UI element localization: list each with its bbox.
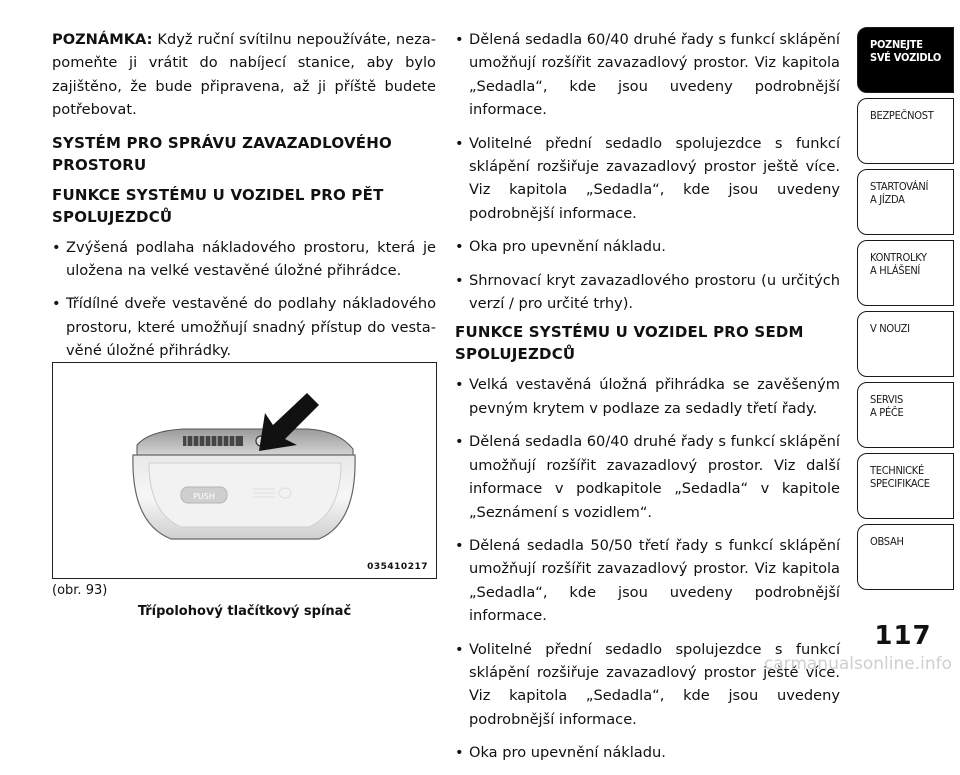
- bullet-icon: •: [52, 295, 61, 313]
- bullet-list-five-passenger: [52, 236, 436, 363]
- figure-push-button-switch: [52, 362, 437, 579]
- bullet-icon: •: [455, 271, 464, 289]
- push-button-illustration: [53, 363, 435, 577]
- bullet-list-seven-passenger: [455, 373, 840, 764]
- section-heading-cargo-management: SYSTÉM PRO SPRÁVU ZAVAZADLOVÉHO PROSTORU: [52, 133, 392, 174]
- bullet-icon: •: [455, 744, 464, 762]
- list-item: • Dělená sedadla 50/50 třetí řady s funkcí sklápění umožňují rozšířit zavazadlový prostor. Viz kapitola „Sedadla“, kde jsou uvedeny podrobnější informace.: [455, 534, 840, 628]
- tab-servis-a-pece[interactable]: SERVIS A PÉČE: [857, 382, 954, 448]
- bullet-icon: •: [455, 376, 464, 394]
- tab-v-nouzi[interactable]: V NOUZI: [857, 311, 954, 377]
- note-paragraph: [52, 28, 436, 122]
- chapter-tabs: [857, 27, 954, 595]
- bullet-icon: •: [455, 640, 464, 658]
- list-item: • Zvýšená podlaha nákladového prostoru, která je uložena na velké vestavěné úložné přihrádce.: [52, 236, 436, 283]
- tab-kontrolky-a-hlaseni[interactable]: KONTROLKY A HLÁŠENÍ: [857, 240, 954, 306]
- figure-caption: Třípolohový tlačítkový spínač: [137, 604, 352, 619]
- list-item: • Oka pro upevnění nákladu.: [455, 741, 840, 764]
- bullet-icon: •: [455, 433, 464, 451]
- ribbed-slider: [183, 436, 243, 446]
- list-item: • Volitelné přední sedadlo spolujezdce s funkcí sklápění rozšiřuje zavazadlový prostor ještě více. Viz kapitola „Sedadla“, kde jsou uvedeny podrobnější informace.: [455, 132, 840, 226]
- note-label: POZNÁMKA:: [52, 31, 153, 48]
- bullet-icon: •: [455, 134, 464, 152]
- page-number: 117: [874, 621, 932, 651]
- tab-technicke-specifikace[interactable]: TECHNICKÉ SPECIFIKACE: [857, 453, 954, 519]
- bullet-icon: •: [455, 31, 464, 48]
- tab-startovani-a-jizda[interactable]: STARTOVÁNÍ A JÍZDA: [857, 169, 954, 235]
- list-item: • Shrnovací kryt zavazadlového prostoru (u určitých verzí / pro určité trhy).: [455, 269, 840, 316]
- bullet-icon: •: [455, 536, 464, 554]
- push-label: PUSH: [193, 492, 215, 501]
- bullet-list-five-passenger-cont: [455, 28, 840, 315]
- list-item: • Dělená sedadla 60/40 druhé řady s funkcí sklápění umožňují rozšířit zavazadlový prostor. Viz kapitola „Sedadla“, kde jsou uvedeny podrobnější informace.: [455, 28, 840, 122]
- tab-poznejte-sve-vozidlo[interactable]: POZNEJTE SVÉ VOZIDLO: [857, 27, 954, 93]
- figure-number: (obr. 93): [52, 583, 108, 598]
- bullet-icon: •: [455, 238, 464, 256]
- note-text: Když ruční svítilnu nepoužíváte, nezapomeňte ji vrátit do nabíjecí stanice, aby bylo zajištěno, že bude připravena, až ji příště budete potřebovat.: [52, 31, 436, 119]
- list-item: • Volitelné přední sedadlo spolujezdce s funkcí sklápění rozšiřuje zavazadlový prostor ještě více. Viz kapitola „Sedadla“, kde jsou uvedeny podrobnější informace.: [455, 638, 840, 732]
- bullet-icon: •: [52, 238, 61, 256]
- watermark: carmanualsonline.info: [763, 654, 952, 674]
- left-column: [52, 28, 436, 373]
- tab-bezpecnost[interactable]: BEZPEČNOST: [857, 98, 954, 164]
- list-item: • Dělená sedadla 60/40 druhé řady s funkcí sklápění umožňují rozšířit zavazadlový prostor. Viz další informace v podkapitole „Sedadla“ v kapitole „Seznámení s vozidlem“.: [455, 430, 840, 524]
- section-heading-five-passenger: FUNKCE SYSTÉMU U VOZIDEL PRO PĚT SPOLUJEZDCŮ: [52, 185, 384, 226]
- list-item: • Velká vestavěná úložná přihrádka se zavěšeným pevným krytem v podlaze za sedadly třetí řady.: [455, 373, 840, 420]
- list-item: • Třídílné dveře vestavěné do podlahy nákladového prostoru, které umožňují snadný přístup do vestavěné úložné přihrádky.: [52, 292, 436, 362]
- list-item: • Oka pro upevnění nákladu.: [455, 235, 840, 258]
- section-heading-seven-passenger: FUNKCE SYSTÉMU U VOZIDEL PRO SEDM SPOLUJEZDCŮ: [455, 323, 804, 364]
- tab-obsah[interactable]: OBSAH: [857, 524, 954, 590]
- figure-code: 035410217: [367, 562, 428, 572]
